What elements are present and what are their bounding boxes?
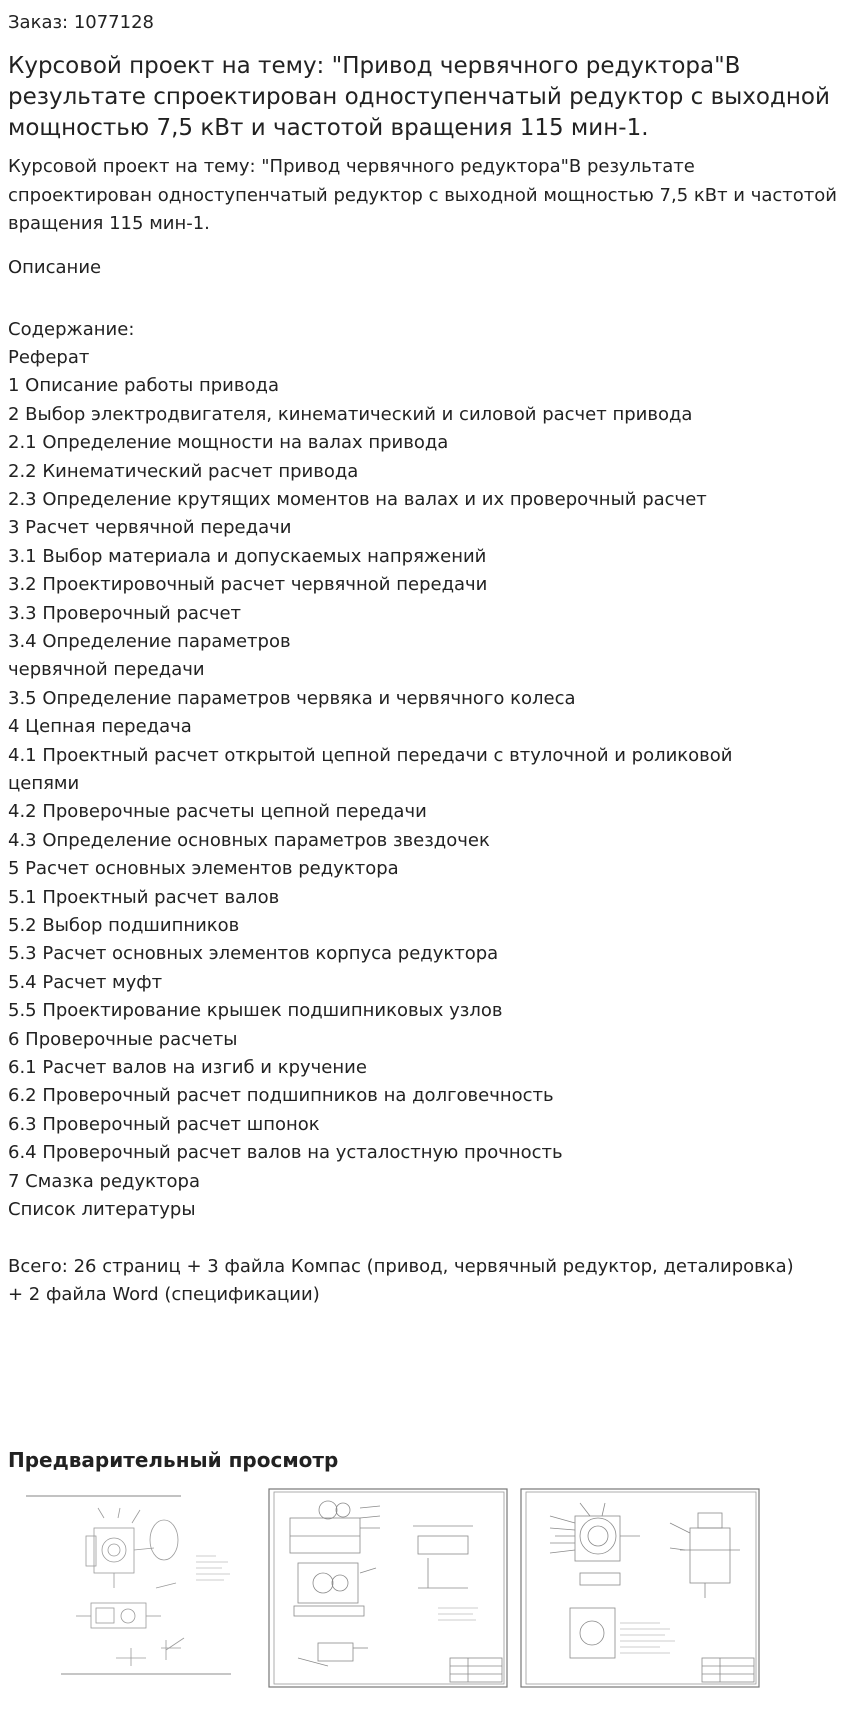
toc-line: 3.3 Проверочный расчет: [8, 602, 242, 624]
toc-line: 2.1 Определение мощности на валах привода: [8, 432, 449, 454]
toc-line: 5.5 Проектирование крышек подшипниковых узлов: [8, 1000, 503, 1022]
total-line: Всего: 26 страниц + 3 файла Компас (привод, червячный редуктор, деталировка): [8, 1255, 794, 1277]
preview-thumbnail-reducer-drawing[interactable]: [520, 1488, 760, 1688]
toc-line: 3 Расчет червячной передачи: [8, 517, 292, 539]
toc-line: 5.3 Расчет основных элементов корпуса редуктора: [8, 943, 499, 965]
toc-line: 4 Цепная передача: [8, 716, 192, 738]
drive-assembly-drawing: [268, 1488, 508, 1688]
toc-line: 5.1 Проектный расчет валов: [8, 886, 280, 908]
toc-line: Содержание:: [8, 318, 135, 340]
toc-line: 3.5 Определение параметров червяка и червячного колеса: [8, 687, 576, 709]
toc-line: 6.4 Проверочный расчет валов на усталостную прочность: [8, 1142, 563, 1164]
toc-line: 3.4 Определение параметров: [8, 630, 291, 652]
toc-line: цепями: [8, 773, 80, 794]
toc-line: 6 Проверочные расчеты: [8, 1028, 238, 1050]
order-number: Заказ: 1077128: [8, 12, 154, 33]
toc-line: Реферат: [8, 346, 90, 368]
toc-line: Список литературы: [8, 1199, 196, 1221]
toc-line: 4.1 Проектный расчет открытой цепной передачи с втулочной и роликовой: [8, 744, 733, 766]
preview-heading: Предварительный просмотр: [8, 1448, 339, 1472]
worm-reducer-drawing: [520, 1488, 760, 1688]
total-summary: [8, 1253, 839, 1310]
description-heading: Описание: [8, 256, 102, 278]
toc-line: 5 Расчет основных элементов редуктора: [8, 858, 399, 880]
toc-line: 3.2 Проектировочный расчет червячной передачи: [8, 574, 488, 596]
toc-line: 6.2 Проверочный расчет подшипников на долговечность: [8, 1085, 554, 1107]
lead-paragraph: Курсовой проект на тему: "Привод червячного редуктора"В результате спроектирован одноступенчатый редуктор с выходной мощностью 7,5 кВт и частотой вращения 115 мин-1.: [8, 156, 837, 234]
toc-line: 5.4 Расчет муфт: [8, 971, 163, 993]
page-title: Курсовой проект на тему: "Привод червячного редуктора"В результате спроектирован одноступенчатый редуктор с выходной мощностью 7,5 кВт и частотой вращения 115 мин-1.: [8, 53, 830, 141]
toc-line: 4.3 Определение основных параметров звездочек: [8, 829, 490, 851]
toc-line: 3.1 Выбор материала и допускаемых напряжений: [8, 545, 487, 567]
toc-line: 2.2 Кинематический расчет привода: [8, 460, 359, 482]
toc-line: червячной передачи: [8, 659, 205, 681]
preview-thumbnail-drive-drawing[interactable]: [268, 1488, 508, 1688]
preview-thumbnail-kinematic-scheme[interactable]: [16, 1488, 256, 1688]
toc-line: 2 Выбор электродвигателя, кинематический и силовой расчет привода: [8, 403, 693, 425]
preview-gallery: [8, 1488, 839, 1688]
toc-line: 7 Смазка редуктора: [8, 1170, 200, 1192]
toc-line: 6.1 Расчет валов на изгиб и кручение: [8, 1057, 367, 1079]
kinematic-scheme-drawing: [16, 1488, 256, 1688]
total-line: + 2 файла Word (спецификации): [8, 1283, 320, 1305]
toc-line: 4.2 Проверочные расчеты цепной передачи: [8, 801, 427, 823]
toc-line: 6.3 Проверочный расчет шпонок: [8, 1113, 320, 1135]
toc-line: 5.2 Выбор подшипников: [8, 915, 240, 937]
toc-line: 1 Описание работы привода: [8, 375, 279, 397]
table-of-contents: [8, 316, 839, 1225]
toc-line: 2.3 Определение крутящих моментов на валах и их проверочный расчет: [8, 488, 707, 510]
